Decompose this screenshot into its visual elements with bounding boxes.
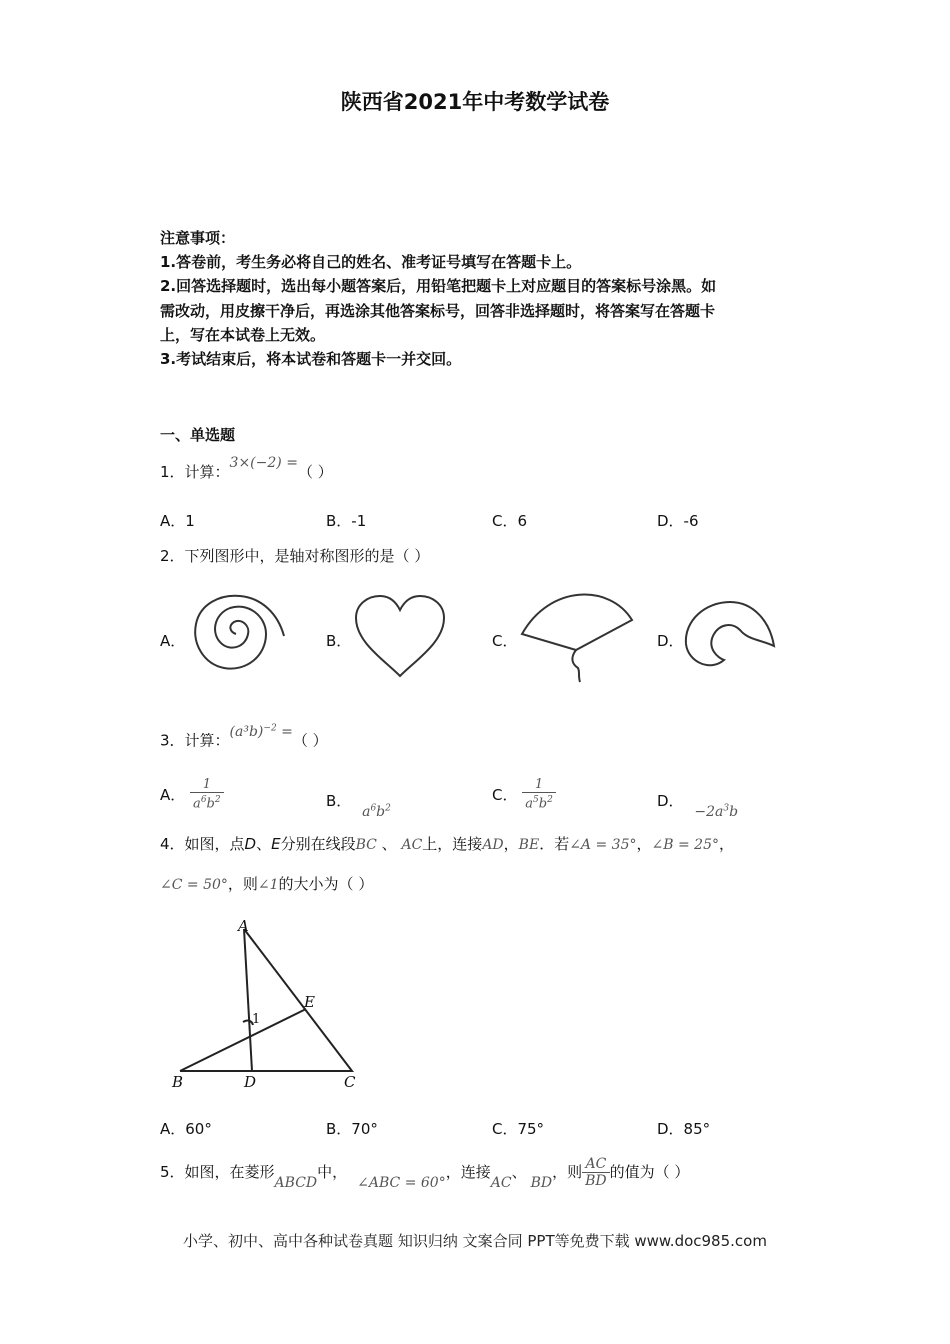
label-e: E <box>304 993 315 1011</box>
page-footer: 小学、初中、高中各种试卷真题 知识归纳 文案合同 PPT等免费下载 www.doc985.com <box>183 1232 767 1250</box>
q4-option-b[interactable]: B．70° <box>326 1120 378 1138</box>
question-3 <box>160 723 328 754</box>
notice-item-1: 1.答卷前，考生务必将自己的姓名、准考证号填写在答题卡上。 <box>160 253 582 271</box>
q3-option-d[interactable]: D． $-2a^3b$ <box>657 792 739 820</box>
q4-option-d[interactable]: D．85° <box>657 1120 711 1138</box>
q3-tail: （ ） <box>292 731 328 750</box>
notice-item-3: 3.考试结束后，将本试卷和答题卡一并交回。 <box>160 350 462 368</box>
q3-option-b-expr: $a^6b^2$ <box>362 803 391 820</box>
question-5: 5．如图，在菱形ABCD中，∠ABC = 60°，连接AC、BD，则 $\frac{AC}{BD}$ 的值为（ ） <box>160 1156 690 1191</box>
notice-item-2: 2.回答选择题时，选出每小题答案后，用铅笔把题卡上对应题目的答案标号涂黑。如 <box>160 277 717 295</box>
question-4-line-2: ∠C = 50°，则∠1的大小为（ ） <box>160 875 374 893</box>
segment-ad <box>244 929 252 1071</box>
label-c: C <box>344 1073 356 1091</box>
q1-stem: 1．计算： <box>160 463 230 481</box>
question-4-line-1: 4．如图，点D、E分别在线段BC 、 AC上，连接AD，BE．若∠A = 35°，∠B = 25°， <box>160 835 734 853</box>
notice-item-2-cont: 需改动，用皮擦干净后，再选涂其他答案标号，回答非选择题时，将答案写在答题卡 <box>160 302 716 320</box>
q1-option-a[interactable]: A．1 <box>160 512 195 530</box>
label-b: B <box>172 1073 184 1091</box>
fan-icon <box>520 594 636 686</box>
spiral-icon <box>190 590 290 690</box>
question-1 <box>160 455 333 485</box>
q1-expression: 3×(−2) = <box>229 455 298 471</box>
q3-stem: 3．计算： <box>160 731 230 750</box>
label-a: A <box>238 917 249 935</box>
q1-option-b[interactable]: B．-1 <box>326 512 367 530</box>
label-angle-1: 1 <box>252 1012 261 1027</box>
q4-option-a[interactable]: A．60° <box>160 1120 212 1138</box>
question-2: 2．下列图形中，是轴对称图形的是（ ） <box>160 547 430 565</box>
q2-option-d[interactable]: D． <box>657 632 684 650</box>
q1-tail: （ ） <box>297 463 333 481</box>
q5-fraction: $\frac{AC}{BD}$ <box>582 1156 610 1189</box>
crescent-icon <box>684 600 780 672</box>
q2-option-c[interactable]: C． <box>492 632 518 650</box>
section-heading: 一、单选题 <box>160 426 236 444</box>
triangle-figure <box>170 915 370 1095</box>
q2-option-b[interactable]: B． <box>326 632 352 650</box>
label-d: D <box>244 1073 257 1091</box>
page-title: 陕西省2021年中考数学试卷 <box>340 90 610 114</box>
q3-option-b[interactable]: B． $a^6b^2$ <box>326 792 391 820</box>
heart-icon <box>354 596 446 680</box>
q3-option-d-expr: $-2a^3b$ <box>694 803 739 820</box>
triangle-outline <box>180 929 352 1071</box>
q4-option-c[interactable]: C．75° <box>492 1120 545 1138</box>
q1-option-c[interactable]: C．6 <box>492 512 528 530</box>
q3-expression: $(a^3b)^{-2}$ = <box>229 723 293 740</box>
q2-option-a[interactable]: A． <box>160 632 186 650</box>
segment-be <box>180 1009 306 1071</box>
notice-heading: 注意事项： <box>160 229 236 247</box>
notice-item-2-end: 上，写在本试卷上无效。 <box>160 326 326 344</box>
q1-option-d[interactable]: D．-6 <box>657 512 699 530</box>
q3-option-a[interactable]: A． $\frac{1}{a^6b^2}$ <box>160 778 224 811</box>
q3-option-c[interactable]: C． $\frac{1}{a^5b^2}$ <box>492 778 556 811</box>
q3-option-c-fraction: $\frac{1}{a^5b^2}$ <box>522 778 556 811</box>
q3-option-a-fraction: $\frac{1}{a^6b^2}$ <box>190 778 224 811</box>
